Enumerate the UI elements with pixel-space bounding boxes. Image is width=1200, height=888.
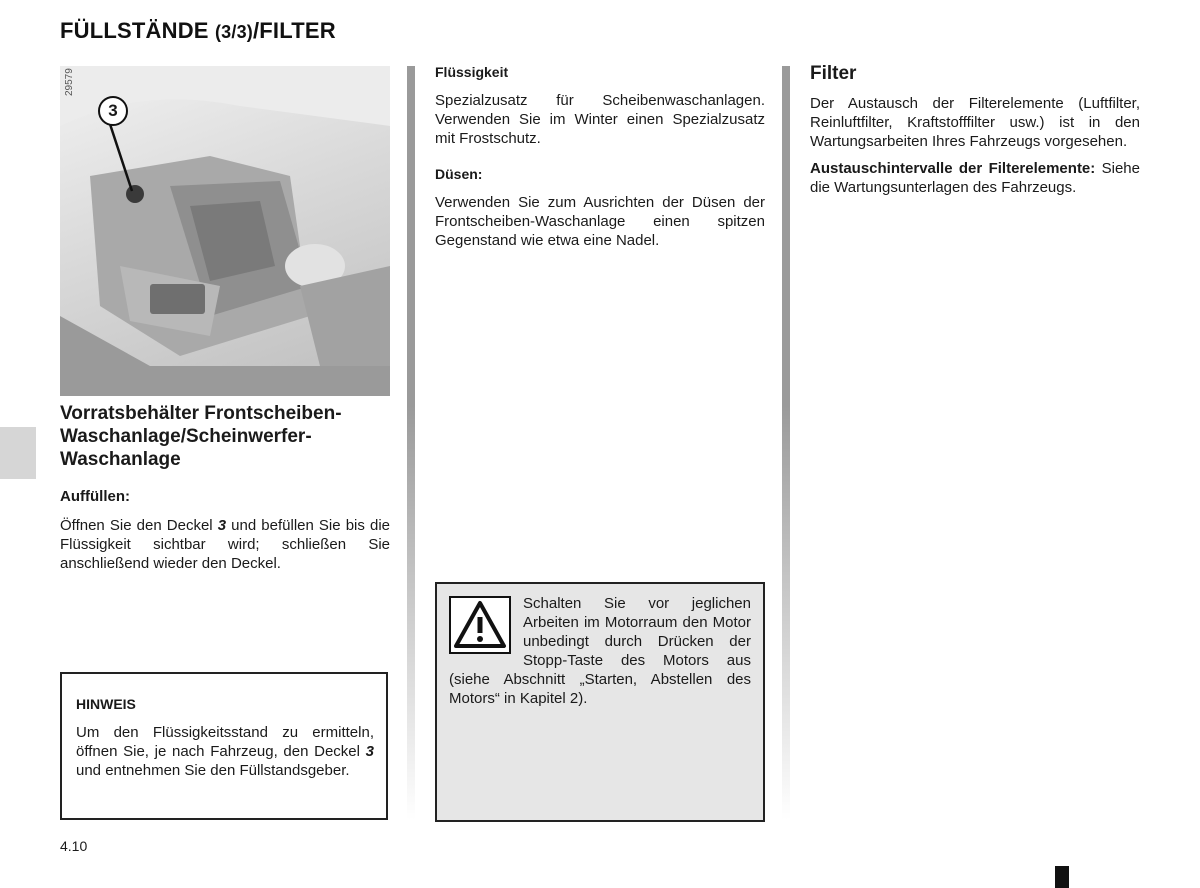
refill-ref: 3 (217, 517, 227, 534)
page-number: 4.10 (60, 838, 88, 854)
filter-section (810, 62, 1140, 197)
nozzle-heading: Düsen: (435, 166, 483, 182)
column-divider-right (782, 66, 790, 820)
fluid-text: Spezialzusatz für Scheibenwaschanlagen. Verwenden Sie im Winter einen Spezialzusatz mit Frostschutz. (435, 92, 765, 147)
reservoir-heading: Vorratsbehälter Frontscheiben-Waschanlage/Scheinwerfer-Waschanlage (60, 403, 342, 470)
engine-bay-photo (60, 66, 390, 396)
note-text-end: und entnehmen Sie den Füllstandsgeber. (76, 762, 350, 779)
filter-heading: Filter (810, 63, 857, 84)
interval-heading: Austauschintervalle der Filterelemente: (810, 160, 1096, 177)
interval-text (810, 159, 1140, 197)
refill-heading: Auffüllen: (60, 488, 130, 505)
title-main: FÜLLSTÄNDE (60, 18, 215, 43)
fluid-section (435, 64, 765, 250)
warning-triangle-icon (449, 596, 511, 654)
warning-box (435, 582, 765, 822)
callout-marker: 3 (98, 96, 128, 126)
interval-body: Siehe die Wartungsunterlagen des Fahrzeugs. (810, 160, 1140, 196)
column-divider-left (407, 66, 415, 820)
nozzle-text: Verwenden Sie zum Ausrichten der Düsen der Frontscheiben-Waschanlage einen spitzen Gegenstand wie etwa eine Nadel. (435, 194, 765, 249)
warning-text: Schalten Sie vor jeglichen Arbeiten im Motorraum den Motor unbedingt durch Drücken der Stopp-Taste des Motors aus (siehe Abschnitt „Starten, Abstellen des Motors“ in Kapitel 2). (449, 595, 751, 707)
fluid-heading: Flüssigkeit (435, 64, 509, 80)
note-text (76, 723, 374, 780)
note-heading: HINWEIS (76, 696, 136, 712)
photo-reference-code: 29579 (64, 68, 75, 96)
note-box (60, 672, 388, 820)
page-corner-mark (1055, 866, 1069, 888)
title-part: (3/3) (214, 22, 253, 42)
filter-text: Der Austausch der Filterelemente (Luftfilter, Reinluftfilter, Kraftstofffilter usw.) ist in den Wartungsarbeiten Ihres Fahrzeugs vorgesehen. (810, 95, 1140, 150)
refill-text-end: und befüllen Sie bis die Flüssigkeit sichtbar wird; schließen Sie anschließend wieder den Deckel. (60, 517, 391, 572)
reservoir-section (60, 402, 390, 573)
note-text-start: Um den Flüssigkeitsstand zu ermitteln, öffnen Sie, je nach Fahrzeug, den Deckel (76, 724, 374, 760)
note-ref: 3 (365, 743, 374, 760)
title-tail: /FILTER (252, 18, 336, 43)
page-title (60, 18, 336, 44)
refill-text-start: Öffnen Sie den Deckel (60, 517, 218, 534)
refill-text (60, 516, 390, 573)
chapter-tab (0, 427, 36, 479)
